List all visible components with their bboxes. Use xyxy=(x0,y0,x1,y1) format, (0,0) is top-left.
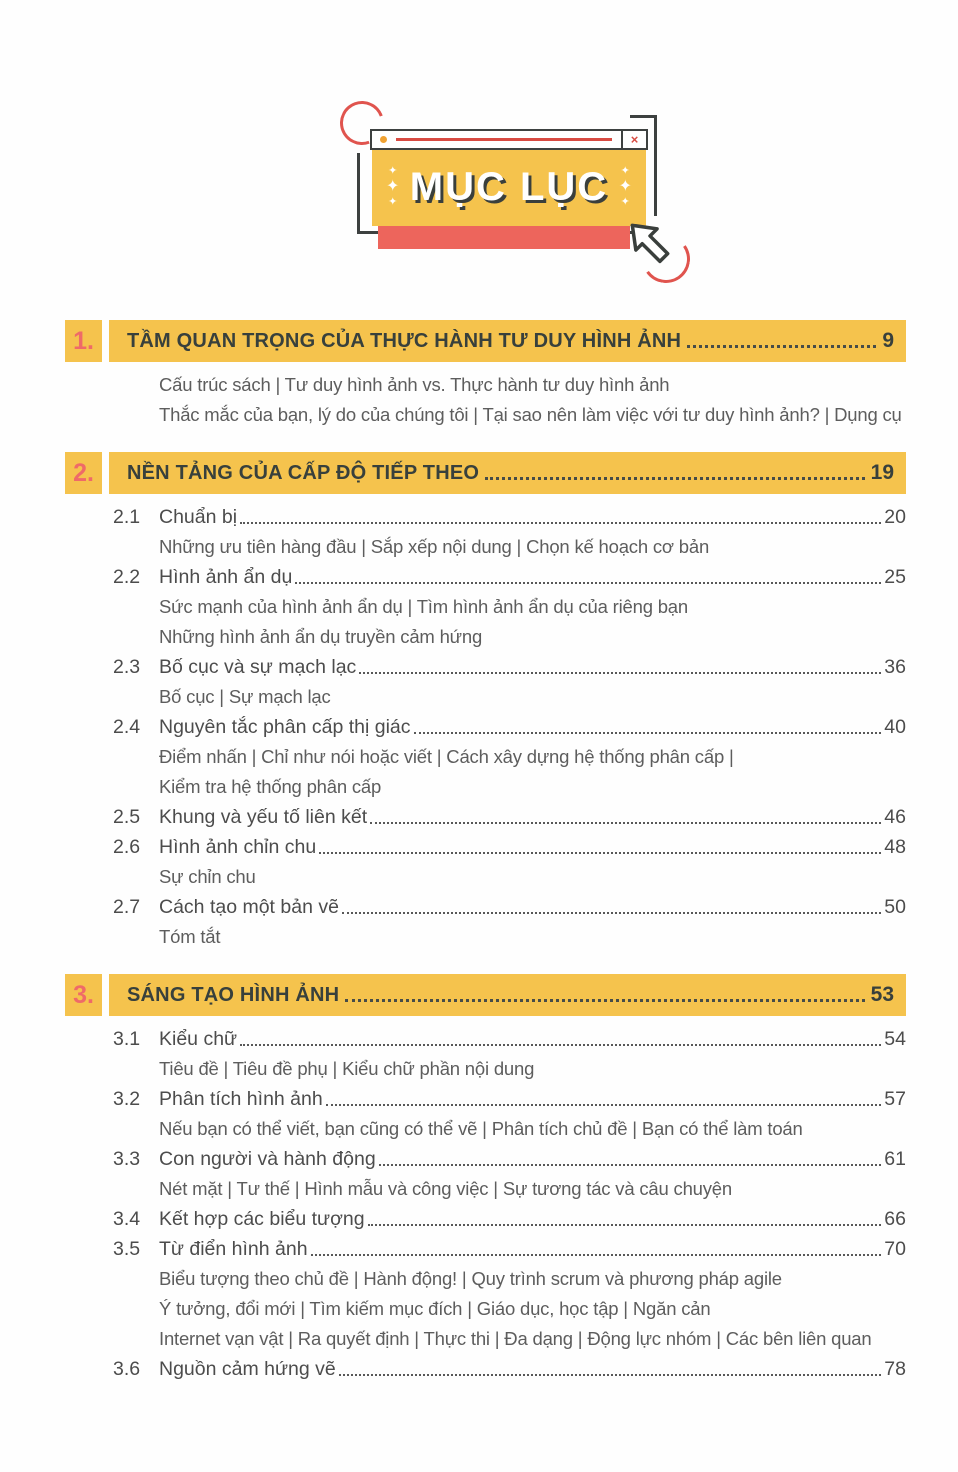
entry-page: 54 xyxy=(884,1027,906,1050)
toc-entry xyxy=(65,1084,906,1114)
entry-description: Nếu bạn có thể viết, bạn cũng có thể vẽ | Phân tích chủ đề | Bạn có thể làm toán xyxy=(159,1118,803,1139)
entry-number: 2.6 xyxy=(113,835,141,858)
entry-number: 3.1 xyxy=(113,1027,141,1050)
entry-number: 3.4 xyxy=(113,1207,141,1230)
entry-page: 66 xyxy=(884,1207,906,1230)
entry-title: Bố cục và sự mạch lạc xyxy=(159,655,357,678)
entry-title: Từ điển hình ảnh xyxy=(159,1237,308,1260)
entry-description: Điểm nhấn | Chỉ như nói hoặc viết | Cách xây dựng hệ thống phân cấp | xyxy=(159,746,734,767)
entry-description: Cấu trúc sách | Tư duy hình ảnh vs. Thực hành tư duy hình ảnh xyxy=(159,374,670,395)
section-title-bar xyxy=(109,974,906,1016)
dot-leader xyxy=(345,999,864,1002)
entry-description: Sự chỉn chu xyxy=(159,866,256,887)
toc-entry xyxy=(65,652,906,682)
close-icon: × xyxy=(621,131,646,148)
toc-section-3 xyxy=(65,974,906,1384)
dot-leader xyxy=(295,582,881,584)
cursor-arrow-icon xyxy=(618,211,682,275)
entry-page: 78 xyxy=(884,1357,906,1380)
section-page-number: 19 xyxy=(870,461,894,484)
toc-entry xyxy=(65,892,906,922)
entry-description: Internet vạn vật | Ra quyết định | Thực thi | Đa dạng | Động lực nhóm | Các bên liên quan xyxy=(159,1328,872,1349)
entry-page: 46 xyxy=(884,805,906,828)
dot-leader xyxy=(359,672,881,674)
dot-leader xyxy=(368,1224,882,1226)
toc-entry xyxy=(65,502,906,532)
toc-entry xyxy=(65,1144,906,1174)
sparkle-icon: ✦ xyxy=(618,178,632,195)
dot-leader xyxy=(687,345,876,348)
address-line-graphic xyxy=(396,138,612,141)
entry-page: 61 xyxy=(884,1147,906,1170)
entry-description: Tóm tắt xyxy=(159,926,221,947)
sparkle-icon xyxy=(619,166,632,208)
dot-leader xyxy=(379,1164,882,1166)
entry-page: 20 xyxy=(884,505,906,528)
entry-description: Những ưu tiên hàng đầu | Sắp xếp nội dung | Chọn kế hoạch cơ bản xyxy=(159,536,710,557)
entry-page: 50 xyxy=(884,895,906,918)
table-of-contents xyxy=(65,320,906,1406)
dot-leader xyxy=(240,522,881,524)
entry-description: Bố cục | Sự mạch lạc xyxy=(159,686,331,707)
entry-page: 25 xyxy=(884,565,906,588)
entry-title: Kết hợp các biểu tượng xyxy=(159,1207,365,1230)
section-header xyxy=(65,320,906,362)
browser-titlebar-graphic xyxy=(370,129,648,150)
entry-description: Kiểm tra hệ thống phân cấp xyxy=(159,776,382,797)
entry-title: Hình ảnh chỉn chu xyxy=(159,835,317,858)
entry-title: Khung và yếu tố liên kết xyxy=(159,805,368,828)
entry-number: 3.3 xyxy=(113,1147,141,1170)
logo-banner xyxy=(372,148,646,226)
dot-leader xyxy=(311,1254,882,1256)
entry-number: 2.1 xyxy=(113,505,141,528)
toc-entry xyxy=(65,562,906,592)
section-number-badge: 3. xyxy=(65,974,102,1016)
dot-leader xyxy=(370,822,881,824)
entry-page: 57 xyxy=(884,1087,906,1110)
dot-leader xyxy=(339,1374,882,1376)
section-header xyxy=(65,452,906,494)
entry-title: Nguồn cảm hứng vẽ xyxy=(159,1357,336,1380)
sparkle-icon xyxy=(386,166,399,208)
toc-entry xyxy=(65,1354,906,1384)
toc-entry xyxy=(65,712,906,742)
dot-leader xyxy=(240,1044,881,1046)
entry-number: 2.4 xyxy=(113,715,141,738)
sparkle-icon: ✦ xyxy=(388,165,398,177)
section-page-number: 53 xyxy=(870,983,894,1006)
entry-number: 2.3 xyxy=(113,655,141,678)
section-title: NỀN TẢNG CỦA CẤP ĐỘ TIẾP THEO xyxy=(127,461,480,484)
entry-title: Chuẩn bị xyxy=(159,505,238,528)
entry-number: 2.7 xyxy=(113,895,141,918)
entry-title: Hình ảnh ẩn dụ xyxy=(159,565,293,588)
toc-entry xyxy=(65,1234,906,1264)
toc-entry xyxy=(65,1204,906,1234)
entry-page: 48 xyxy=(884,835,906,858)
dot-leader xyxy=(319,852,881,854)
entry-title: Nguyên tắc phân cấp thị giác xyxy=(159,715,411,738)
toc-section-1 xyxy=(65,320,906,430)
sparkle-icon: ✦ xyxy=(620,196,630,208)
entry-description: Thắc mắc của bạn, lý do của chúng tôi | Tại sao nên làm việc với tư duy hình ảnh? | Dụng cụ xyxy=(159,404,902,425)
entry-number: 3.5 xyxy=(113,1237,141,1260)
section-number-badge: 2. xyxy=(65,452,102,494)
toc-entry xyxy=(65,832,906,862)
page-title: MỤC LỤC xyxy=(409,164,609,209)
section-page-number: 9 xyxy=(882,329,894,352)
entry-title: Cách tạo một bản vẽ xyxy=(159,895,339,918)
entry-page: 36 xyxy=(884,655,906,678)
section-title-bar xyxy=(109,320,906,362)
entry-title: Kiểu chữ xyxy=(159,1027,238,1050)
sparkle-icon: ✦ xyxy=(620,165,630,177)
entry-number: 2.5 xyxy=(113,805,141,828)
entry-number: 3.2 xyxy=(113,1087,141,1110)
entry-description: Tiêu đề | Tiêu đề phụ | Kiểu chữ phần nội dung xyxy=(159,1058,535,1079)
section-title: SÁNG TẠO HÌNH ẢNH xyxy=(127,983,340,1006)
entry-page: 70 xyxy=(884,1237,906,1260)
section-title: TẦM QUAN TRỌNG CỦA THỰC HÀNH TƯ DUY HÌNH ẢNH xyxy=(127,329,682,352)
entry-page: 40 xyxy=(884,715,906,738)
toc-entry xyxy=(65,1024,906,1054)
dot-leader xyxy=(326,1104,882,1106)
entry-title: Con người và hành động xyxy=(159,1147,376,1170)
entry-number: 2.2 xyxy=(113,565,141,588)
section-title-bar xyxy=(109,452,906,494)
entry-description: Những hình ảnh ẩn dụ truyền cảm hứng xyxy=(159,626,483,647)
sparkle-icon: ✦ xyxy=(388,196,398,208)
entry-title: Phân tích hình ảnh xyxy=(159,1087,323,1110)
section-header xyxy=(65,974,906,1016)
sparkle-icon: ✦ xyxy=(386,178,400,195)
toc-section-2 xyxy=(65,452,906,952)
dot-leader xyxy=(342,912,881,914)
entry-number: 3.6 xyxy=(113,1357,141,1380)
entry-description: Ý tưởng, đổi mới | Tìm kiếm mục đích | Giáo dục, học tập | Ngăn cản xyxy=(159,1298,711,1319)
toc-logo xyxy=(330,95,695,300)
section-number-badge: 1. xyxy=(65,320,102,362)
entry-description: Nét mặt | Tư thế | Hình mẫu và công việc | Sự tương tác và câu chuyện xyxy=(159,1178,732,1199)
entry-description: Sức mạnh của hình ảnh ẩn dụ | Tìm hình ảnh ẩn dụ của riêng bạn xyxy=(159,596,688,617)
toc-entry xyxy=(65,802,906,832)
entry-description: Biểu tượng theo chủ đề | Hành động! | Quy trình scrum và phương pháp agile xyxy=(159,1268,782,1289)
window-dot-icon xyxy=(380,136,387,143)
dot-leader xyxy=(414,732,882,734)
dot-leader xyxy=(485,477,865,480)
red-underline-bar xyxy=(378,225,630,249)
